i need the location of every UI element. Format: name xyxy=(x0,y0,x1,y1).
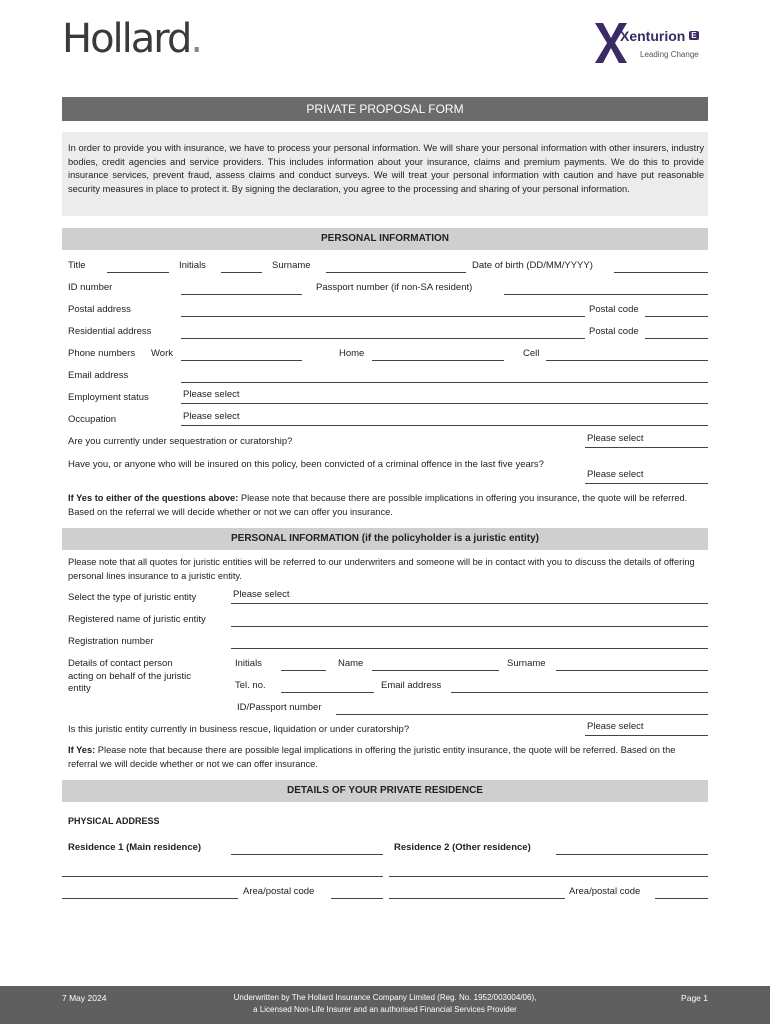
contact-email-field[interactable] xyxy=(451,692,708,693)
criminal-question: Have you, or anyone who will be insured on this policy, been convicted of a criminal offence in the last five years? xyxy=(68,459,544,470)
residence2-line2[interactable] xyxy=(389,876,708,877)
personal-note-text: Please note that because there are possible implications in offering you insurance, the quote will be referred. Based on the referral we will decide whether or not we can offer you insurance. xyxy=(68,493,688,517)
contact-surname-label: Surname xyxy=(507,658,546,669)
id-label: ID number xyxy=(68,282,113,293)
contact-name-field[interactable] xyxy=(372,670,499,671)
sequestration-select[interactable]: Please select xyxy=(585,432,708,448)
employment-label: Employment status xyxy=(68,392,149,403)
residence1-line2[interactable] xyxy=(62,876,383,877)
home-label: Home xyxy=(339,348,365,359)
footer-line2: a Licensed Non-Life Insurer and an authorised Financial Services Provider xyxy=(253,1005,517,1014)
residential-address-label: Residential address xyxy=(68,326,152,337)
footer-line1: Underwritten by The Hollard Insurance Company Limited (Reg. No. 1952/003004/06), xyxy=(233,993,537,1002)
surname-field[interactable] xyxy=(326,272,466,273)
title-field[interactable] xyxy=(107,272,169,273)
postal-code-field[interactable] xyxy=(645,316,708,317)
contact-initials-label: Initials xyxy=(235,658,262,669)
juristic-heading: PERSONAL INFORMATION (if the policyholder is a juristic entity) xyxy=(62,528,708,550)
sequestration-question: Are you currently under sequestration or curatorship? xyxy=(68,436,293,447)
work-phone-field[interactable] xyxy=(181,360,302,361)
dob-label: Date of birth (DD/MM/YYYY) xyxy=(472,260,593,271)
cell-label: Cell xyxy=(523,348,540,359)
rescue-question: Is this juristic entity currently in business rescue, liquidation or under curatorship? xyxy=(68,724,410,735)
hollard-logo xyxy=(62,16,201,62)
footer-date: 7 May 2024 xyxy=(62,993,107,1003)
employment-select[interactable]: Please select xyxy=(181,388,708,404)
contact-email-label: Email address xyxy=(381,680,442,691)
title-label: Title xyxy=(68,260,86,271)
work-label: Work xyxy=(151,348,173,359)
contact-name-label: Name xyxy=(338,658,364,669)
postal-address-label: Postal address xyxy=(68,304,131,315)
contact-tel-field[interactable] xyxy=(281,692,374,693)
residence-heading: DETAILS OF YOUR PRIVATE RESIDENCE xyxy=(62,780,708,802)
contact-person-label: Details of contact person acting on behalf of the juristic entity xyxy=(68,658,192,694)
personal-heading: PERSONAL INFORMATION xyxy=(62,228,708,250)
juristic-name-field[interactable] xyxy=(231,626,708,627)
passport-field[interactable] xyxy=(504,294,708,295)
initials-field[interactable] xyxy=(221,272,262,273)
juristic-reg-label: Registration number xyxy=(68,636,154,647)
contact-initials-field[interactable] xyxy=(281,670,326,671)
form-title-bar xyxy=(62,97,708,121)
criminal-select[interactable]: Please select xyxy=(585,468,708,484)
juristic-reg-field[interactable] xyxy=(231,648,708,649)
residence2-line3[interactable] xyxy=(389,898,565,899)
area1-field[interactable] xyxy=(331,898,383,899)
residence1-label: Residence 1 (Main residence) xyxy=(68,842,202,853)
xenturion-wordmark: Xenturion xyxy=(620,28,686,44)
occupation-label: Occupation xyxy=(68,414,117,425)
residential-code-label: Postal code xyxy=(589,326,639,337)
physical-address-heading: PHYSICAL ADDRESS xyxy=(68,816,160,826)
residence1-line3[interactable] xyxy=(62,898,238,899)
cell-phone-field[interactable] xyxy=(546,360,708,361)
contact-tel-label: Tel. no. xyxy=(235,680,266,691)
contact-id-label: ID/Passport number xyxy=(237,702,322,713)
hollard-logo-dot: . xyxy=(190,16,202,62)
residence2-line1[interactable] xyxy=(556,854,708,855)
juristic-type-select[interactable]: Please select xyxy=(231,588,708,604)
juristic-note xyxy=(68,744,704,771)
initials-label: Initials xyxy=(179,260,206,271)
passport-label: Passport number (if non-SA resident) xyxy=(316,282,473,293)
email-field[interactable] xyxy=(181,382,708,383)
personal-note-bold: If Yes to either of the questions above: xyxy=(68,493,239,503)
xenturion-logo xyxy=(594,22,712,70)
xenturion-tagline: Leading Change xyxy=(640,50,699,59)
residential-address-field[interactable] xyxy=(181,338,585,339)
postal-code-label: Postal code xyxy=(589,304,639,315)
area2-label: Area/postal code xyxy=(569,886,641,897)
surname-label: Surname xyxy=(272,260,311,271)
juristic-note-bold: If Yes: xyxy=(68,745,96,755)
juristic-note-text: Please note that because there are possible legal implications in offering the juristic entity insurance, the quote will be referred. Based on the referral we will decide whether or not we can offer insurance. xyxy=(68,745,676,769)
juristic-intro: Please note that all quotes for juristic entities will be referred to our underwriters and someone will be in contact with you to discuss the details of offering personal lines insurance to a juristic entity. xyxy=(68,557,695,581)
residence2-label: Residence 2 (Other residence) xyxy=(394,842,531,853)
email-label: Email address xyxy=(68,370,129,381)
phone-label: Phone numbers xyxy=(68,348,136,359)
rescue-select[interactable]: Please select xyxy=(585,720,708,736)
area1-label: Area/postal code xyxy=(243,886,315,897)
area2-field[interactable] xyxy=(655,898,708,899)
occupation-select[interactable]: Please select xyxy=(181,410,708,426)
contact-id-field[interactable] xyxy=(336,714,708,715)
hollard-logo-text: Hollard xyxy=(62,16,191,62)
residence1-line1[interactable] xyxy=(231,854,383,855)
juristic-type-label: Select the type of juristic entity xyxy=(68,592,197,603)
xenturion-badge: E xyxy=(691,31,697,40)
residential-code-field[interactable] xyxy=(645,338,708,339)
personal-note xyxy=(68,492,704,519)
footer-page: Page 1 xyxy=(681,993,708,1003)
dob-field[interactable] xyxy=(614,272,708,273)
form-title: PRIVATE PROPOSAL FORM xyxy=(306,102,464,116)
home-phone-field[interactable] xyxy=(372,360,504,361)
intro-text: In order to provide you with insurance, we have to process your personal information. We will share your personal information with other insurers, industry bodies, credit agencies and service providers. This includes information about your insurance, claims and premium payments. We do this to provide insurance services, prevent fraud, assess claims and conduct surveys. We will treat your personal information with caution and have put reasonable security measures in place to protect it. By signing the declaration, you agree to the processing and sharing of your personal information. xyxy=(68,143,704,194)
juristic-name-label: Registered name of juristic entity xyxy=(68,614,206,625)
contact-surname-field[interactable] xyxy=(556,670,708,671)
id-field[interactable] xyxy=(181,294,302,295)
postal-address-field[interactable] xyxy=(181,316,585,317)
